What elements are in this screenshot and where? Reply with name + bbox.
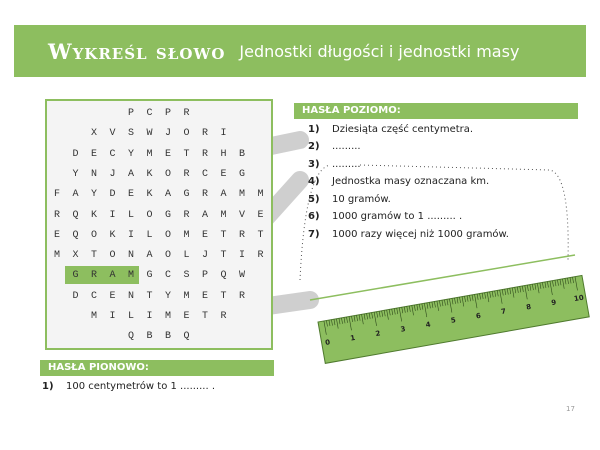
horizontal-clue: 2) ......... (308, 141, 361, 152)
ruler-label: 9 (550, 298, 557, 308)
grid-row[interactable]: XVSWJORI (54, 128, 277, 139)
grid-row[interactable]: EQOKILOMETRT (54, 230, 277, 241)
ruler-label: 4 (425, 320, 432, 330)
page-number: 17 (566, 405, 575, 413)
ruler-label: 6 (475, 311, 482, 321)
horizontal-clue: 3) ......... (308, 159, 361, 170)
horizontal-clues-header: HASŁA POZIOMO: (294, 103, 578, 119)
ruler-label: 1 (349, 333, 356, 343)
ruler-label: 0 (324, 338, 331, 347)
grid-row[interactable]: GRAMGCSPQW (54, 270, 277, 281)
grid-row[interactable]: PCPR (54, 108, 277, 119)
word-search-grid (45, 99, 277, 350)
vertical-clues-header: HASŁA PIONOWO: (40, 360, 274, 376)
ruler-label: 8 (525, 302, 532, 312)
grid-row[interactable]: DCENTYMETR (54, 291, 277, 302)
grid-row[interactable]: DECYMETRHB (54, 149, 277, 160)
vertical-clue: 1) 100 centymetrów to 1 ......... . (42, 381, 215, 392)
ruler-label: 10 (573, 293, 585, 304)
page-title: Wykreśl słowo (48, 38, 226, 64)
horizontal-clue: 5) 10 gramów. (308, 194, 391, 205)
horizontal-clue: 7) 1000 razy więcej niż 1000 gramów. (308, 229, 509, 240)
page-subtitle: Jednostki długości i jednostki masy (239, 41, 520, 61)
horizontal-clue: 6) 1000 gramów to 1 ......... . (308, 211, 463, 222)
grid-row[interactable]: MILIMETR (54, 311, 277, 322)
grid-row[interactable]: FAYDEKAGRAMM (54, 189, 277, 200)
grid-row[interactable]: QBBQ (54, 331, 277, 342)
ruler-illustration (290, 150, 590, 380)
ruler-label: 3 (399, 324, 407, 334)
grid-row[interactable]: RQKILOGRAMVE (54, 210, 277, 221)
horizontal-clue: 1) Dziesiąta część centymetra. (308, 124, 474, 135)
grid-row[interactable]: YNJAKORCEG (54, 169, 277, 180)
grid-row[interactable]: MXTONAOLJTIR (54, 250, 277, 261)
header-banner (14, 25, 586, 77)
ruler-label: 5 (450, 316, 457, 325)
ruler-label: 7 (500, 307, 507, 316)
horizontal-clue: 4) Jednostka masy oznaczana km. (308, 176, 490, 187)
ruler-label: 2 (374, 329, 382, 339)
